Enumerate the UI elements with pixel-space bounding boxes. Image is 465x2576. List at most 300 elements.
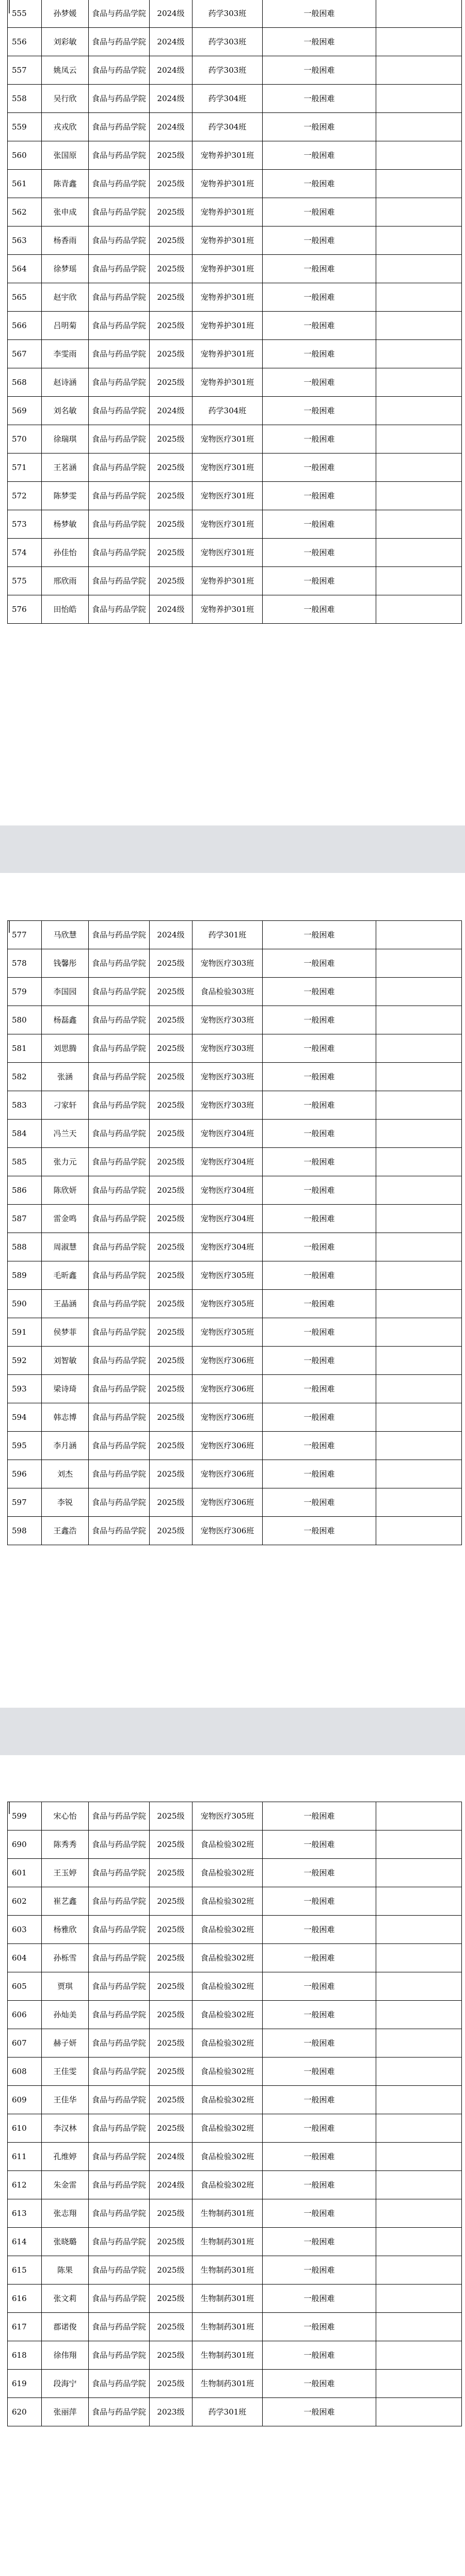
table-row <box>8 595 462 624</box>
table-row <box>8 1063 462 1091</box>
college-cell: 食品与药品学院 <box>89 85 150 113</box>
difficulty-level-cell: 一般困难 <box>263 2256 376 2285</box>
class-cell: 生物制药301班 <box>193 2285 263 2313</box>
class-cell: 宠物医疗306班 <box>193 1488 263 1517</box>
class-cell: 宠物养护301班 <box>193 170 263 198</box>
row-number-cell: 585 <box>8 1148 42 1176</box>
student-name-cell: 张涵 <box>42 1063 89 1091</box>
grade-cell: 2025级 <box>150 1233 193 1261</box>
grade-cell: 2025级 <box>150 2114 193 2143</box>
table-row <box>8 1091 462 1120</box>
difficulty-level-cell: 一般困难 <box>263 28 376 56</box>
difficulty-level-cell: 一般困难 <box>263 425 376 453</box>
student-name-cell: 雷金鸣 <box>42 1205 89 1233</box>
student-name-cell: 陈果 <box>42 2256 89 2285</box>
student-name-cell: 杨香雨 <box>42 226 89 255</box>
difficulty-level-cell: 一般困难 <box>263 198 376 226</box>
table-row <box>8 28 462 56</box>
row-number-cell: 569 <box>8 397 42 425</box>
college-cell: 食品与药品学院 <box>89 226 150 255</box>
grade-cell: 2025级 <box>150 1488 193 1517</box>
remarks-cell <box>376 1859 462 1887</box>
row-number-cell: 559 <box>8 113 42 141</box>
grade-cell: 2025级 <box>150 567 193 595</box>
difficulty-level-cell: 一般困难 <box>263 978 376 1006</box>
row-number-cell: 588 <box>8 1233 42 1261</box>
student-name-cell: 张力元 <box>42 1148 89 1176</box>
grade-cell: 2025级 <box>150 1120 193 1148</box>
class-cell: 宠物养护301班 <box>193 312 263 340</box>
class-cell: 宠物医疗305班 <box>193 1318 263 1347</box>
class-cell: 食品检验302班 <box>193 1972 263 2001</box>
row-number-cell: 579 <box>8 978 42 1006</box>
college-cell: 食品与药品学院 <box>89 1460 150 1488</box>
remarks-cell <box>376 1916 462 1944</box>
class-cell: 宠物医疗306班 <box>193 1403 263 1432</box>
table-row <box>8 1120 462 1148</box>
grade-cell: 2025级 <box>150 2256 193 2285</box>
remarks-cell <box>376 595 462 624</box>
remarks-cell <box>376 113 462 141</box>
table-row <box>8 453 462 482</box>
difficulty-level-cell: 一般困难 <box>263 1205 376 1233</box>
remarks-cell <box>376 28 462 56</box>
row-number-cell: 574 <box>8 539 42 567</box>
college-cell: 食品与药品学院 <box>89 1944 150 1972</box>
student-name-cell: 王茗涵 <box>42 453 89 482</box>
remarks-cell <box>376 1488 462 1517</box>
table-row <box>8 397 462 425</box>
remarks-cell <box>376 1403 462 1432</box>
class-cell: 宠物养护301班 <box>193 283 263 312</box>
grade-cell: 2025级 <box>150 1859 193 1887</box>
student-name-cell: 宋心怡 <box>42 1802 89 1830</box>
college-cell: 食品与药品学院 <box>89 482 150 510</box>
student-name-cell: 杨磊鑫 <box>42 1006 89 1034</box>
student-name-cell: 韩志博 <box>42 1403 89 1432</box>
class-cell: 食品检验302班 <box>193 1916 263 1944</box>
difficulty-level-cell: 一般困难 <box>263 170 376 198</box>
remarks-cell <box>376 1972 462 2001</box>
student-name-cell: 段海宁 <box>42 2370 89 2398</box>
class-cell: 宠物医疗301班 <box>193 510 263 539</box>
table-row <box>8 2313 462 2341</box>
class-cell: 药学304班 <box>193 397 263 425</box>
table-row <box>8 1830 462 1859</box>
difficulty-level-cell: 一般困难 <box>263 1034 376 1063</box>
college-cell: 食品与药品学院 <box>89 949 150 978</box>
grade-cell: 2024级 <box>150 397 193 425</box>
remarks-cell <box>376 1091 462 1120</box>
grade-cell: 2025级 <box>150 1460 193 1488</box>
remarks-cell <box>376 2057 462 2086</box>
college-cell: 食品与药品学院 <box>89 1375 150 1403</box>
grade-cell: 2025级 <box>150 368 193 397</box>
class-cell: 宠物医疗306班 <box>193 1517 263 1545</box>
college-cell: 食品与药品学院 <box>89 510 150 539</box>
college-cell: 食品与药品学院 <box>89 1091 150 1120</box>
row-number-cell: 618 <box>8 2341 42 2370</box>
remarks-cell <box>376 283 462 312</box>
class-cell: 宠物医疗303班 <box>193 1006 263 1034</box>
student-table-page-1 <box>7 0 462 624</box>
class-cell: 生物制药301班 <box>193 2370 263 2398</box>
college-cell: 食品与药品学院 <box>89 1063 150 1091</box>
row-number-cell: 556 <box>8 28 42 56</box>
class-cell: 宠物医疗303班 <box>193 1063 263 1091</box>
college-cell: 食品与药品学院 <box>89 2143 150 2171</box>
table-row <box>8 1205 462 1233</box>
class-cell: 宠物医疗303班 <box>193 1034 263 1063</box>
grade-cell: 2025级 <box>150 1205 193 1233</box>
grade-cell: 2025级 <box>150 226 193 255</box>
remarks-cell <box>376 255 462 283</box>
difficulty-level-cell: 一般困难 <box>263 2370 376 2398</box>
table-row <box>8 949 462 978</box>
remarks-cell <box>376 482 462 510</box>
student-name-cell: 侯梦菲 <box>42 1318 89 1347</box>
college-cell: 食品与药品学院 <box>89 1261 150 1290</box>
remarks-cell <box>376 425 462 453</box>
table-row <box>8 1347 462 1375</box>
student-name-cell: 朱金雷 <box>42 2171 89 2199</box>
student-name-cell: 王玉婷 <box>42 1859 89 1887</box>
grade-cell: 2025级 <box>150 1347 193 1375</box>
college-cell: 食品与药品学院 <box>89 2114 150 2143</box>
student-name-cell: 钱馨彤 <box>42 949 89 978</box>
class-cell: 药学301班 <box>193 921 263 949</box>
remarks-cell <box>376 1120 462 1148</box>
table-row <box>8 1006 462 1034</box>
college-cell: 食品与药品学院 <box>89 283 150 312</box>
difficulty-level-cell: 一般困难 <box>263 226 376 255</box>
row-number-cell: 613 <box>8 2199 42 2228</box>
difficulty-level-cell: 一般困难 <box>263 539 376 567</box>
student-table-page-2 <box>7 920 462 1545</box>
grade-cell: 2025级 <box>150 2370 193 2398</box>
class-cell: 宠物医疗304班 <box>193 1148 263 1176</box>
college-cell: 食品与药品学院 <box>89 397 150 425</box>
class-cell: 宠物医疗301班 <box>193 453 263 482</box>
table-row <box>8 1488 462 1517</box>
remarks-cell <box>376 1347 462 1375</box>
row-number-cell: 594 <box>8 1403 42 1432</box>
grade-cell: 2025级 <box>150 1403 193 1432</box>
class-cell: 宠物医疗305班 <box>193 1802 263 1830</box>
row-number-cell: 577 <box>8 921 42 949</box>
difficulty-level-cell: 一般困难 <box>263 1517 376 1545</box>
difficulty-level-cell: 一般困难 <box>263 368 376 397</box>
remarks-cell <box>376 949 462 978</box>
grade-cell: 2024级 <box>150 2171 193 2199</box>
row-number-cell: 565 <box>8 283 42 312</box>
row-number-cell: 583 <box>8 1091 42 1120</box>
class-cell: 宠物养护301班 <box>193 595 263 624</box>
row-number-cell: 603 <box>8 1916 42 1944</box>
student-name-cell: 李锐 <box>42 1488 89 1517</box>
class-cell: 食品检验302班 <box>193 2029 263 2057</box>
college-cell: 食品与药品学院 <box>89 2256 150 2285</box>
difficulty-level-cell: 一般困难 <box>263 85 376 113</box>
difficulty-level-cell: 一般困难 <box>263 141 376 170</box>
student-name-cell: 冯兰天 <box>42 1120 89 1148</box>
student-name-cell: 吴行欣 <box>42 85 89 113</box>
table-row <box>8 1148 462 1176</box>
table-row <box>8 141 462 170</box>
remarks-cell <box>376 1148 462 1176</box>
difficulty-level-cell: 一般困难 <box>263 595 376 624</box>
table-row <box>8 283 462 312</box>
row-number-cell: 595 <box>8 1432 42 1460</box>
difficulty-level-cell: 一般困难 <box>263 2086 376 2114</box>
table-row <box>8 1233 462 1261</box>
college-cell: 食品与药品学院 <box>89 1233 150 1261</box>
college-cell: 食品与药品学院 <box>89 1148 150 1176</box>
class-cell: 宠物养护301班 <box>193 141 263 170</box>
row-number-cell: 564 <box>8 255 42 283</box>
class-cell: 生物制药301班 <box>193 2199 263 2228</box>
class-cell: 宠物医疗301班 <box>193 425 263 453</box>
row-number-cell: 614 <box>8 2228 42 2256</box>
difficulty-level-cell: 一般困难 <box>263 2285 376 2313</box>
college-cell: 食品与药品学院 <box>89 595 150 624</box>
table-row <box>8 1517 462 1545</box>
grade-cell: 2025级 <box>150 1972 193 2001</box>
table-row <box>8 2398 462 2426</box>
row-number-cell: 568 <box>8 368 42 397</box>
class-cell: 生物制药301班 <box>193 2228 263 2256</box>
student-name-cell: 赵诗涵 <box>42 368 89 397</box>
class-cell: 食品检验302班 <box>193 1859 263 1887</box>
grade-cell: 2025级 <box>150 312 193 340</box>
class-cell: 宠物医疗306班 <box>193 1375 263 1403</box>
college-cell: 食品与药品学院 <box>89 2057 150 2086</box>
grade-cell: 2025级 <box>150 978 193 1006</box>
grade-cell: 2025级 <box>150 2086 193 2114</box>
grade-cell: 2025级 <box>150 1830 193 1859</box>
remarks-cell <box>376 539 462 567</box>
difficulty-level-cell: 一般困难 <box>263 2114 376 2143</box>
table-row <box>8 1944 462 1972</box>
student-name-cell: 戎戎欣 <box>42 113 89 141</box>
student-name-cell: 田怡皓 <box>42 595 89 624</box>
class-cell: 宠物医疗305班 <box>193 1290 263 1318</box>
table-row <box>8 1887 462 1916</box>
table-row <box>8 255 462 283</box>
row-number-cell: 606 <box>8 2001 42 2029</box>
student-name-cell: 杨梦敏 <box>42 510 89 539</box>
grade-cell: 2024级 <box>150 921 193 949</box>
college-cell: 食品与药品学院 <box>89 1859 150 1887</box>
class-cell: 宠物医疗305班 <box>193 1261 263 1290</box>
difficulty-level-cell: 一般困难 <box>263 1006 376 1034</box>
class-cell: 药学304班 <box>193 85 263 113</box>
remarks-cell <box>376 2114 462 2143</box>
college-cell: 食品与药品学院 <box>89 2398 150 2426</box>
table-row <box>8 2228 462 2256</box>
grade-cell: 2025级 <box>150 2313 193 2341</box>
table-row <box>8 1432 462 1460</box>
grade-cell: 2025级 <box>150 2029 193 2057</box>
student-name-cell: 邢欣雨 <box>42 567 89 595</box>
table-row <box>8 2057 462 2086</box>
class-cell: 食品检验302班 <box>193 2171 263 2199</box>
student-name-cell: 贾琪 <box>42 1972 89 2001</box>
student-name-cell: 崔艺鑫 <box>42 1887 89 1916</box>
document-page-3 <box>0 1755 465 2576</box>
grade-cell: 2025级 <box>150 482 193 510</box>
remarks-cell <box>376 1802 462 1830</box>
row-number-cell: 560 <box>8 141 42 170</box>
grade-cell: 2025级 <box>150 2057 193 2086</box>
grade-cell: 2025级 <box>150 949 193 978</box>
difficulty-level-cell: 一般困难 <box>263 2398 376 2426</box>
college-cell: 食品与药品学院 <box>89 198 150 226</box>
grade-cell: 2025级 <box>150 1290 193 1318</box>
grade-cell: 2025级 <box>150 425 193 453</box>
table-row <box>8 2029 462 2057</box>
remarks-cell <box>376 2285 462 2313</box>
difficulty-level-cell: 一般困难 <box>263 921 376 949</box>
student-name-cell: 李国园 <box>42 978 89 1006</box>
table-row <box>8 2171 462 2199</box>
table-row <box>8 978 462 1006</box>
grade-cell: 2025级 <box>150 1802 193 1830</box>
class-cell: 宠物医疗301班 <box>193 539 263 567</box>
row-number-cell: 570 <box>8 425 42 453</box>
table-row <box>8 198 462 226</box>
row-number-cell: 596 <box>8 1460 42 1488</box>
student-name-cell: 李汉林 <box>42 2114 89 2143</box>
college-cell: 食品与药品学院 <box>89 978 150 1006</box>
class-cell: 宠物医疗304班 <box>193 1176 263 1205</box>
class-cell: 宠物医疗303班 <box>193 949 263 978</box>
student-name-cell: 徐梦瑶 <box>42 255 89 283</box>
class-cell: 药学301班 <box>193 2398 263 2426</box>
class-cell: 药学304班 <box>193 113 263 141</box>
remarks-cell <box>376 340 462 368</box>
table-row <box>8 1176 462 1205</box>
grade-cell: 2025级 <box>150 1432 193 1460</box>
table-row <box>8 510 462 539</box>
row-number-cell: 586 <box>8 1176 42 1205</box>
table-row <box>8 1802 462 1830</box>
row-number-cell: 578 <box>8 949 42 978</box>
student-name-cell: 马欣慧 <box>42 921 89 949</box>
remarks-cell <box>376 2398 462 2426</box>
student-name-cell: 孔维婷 <box>42 2143 89 2171</box>
table-row <box>8 0 462 28</box>
difficulty-level-cell: 一般困难 <box>263 2001 376 2029</box>
row-number-cell: 562 <box>8 198 42 226</box>
row-number-cell: 605 <box>8 1972 42 2001</box>
grade-cell: 2024级 <box>150 56 193 85</box>
difficulty-level-cell: 一般困难 <box>263 1488 376 1517</box>
class-cell: 食品检验302班 <box>193 2143 263 2171</box>
college-cell: 食品与药品学院 <box>89 1830 150 1859</box>
college-cell: 食品与药品学院 <box>89 2171 150 2199</box>
difficulty-level-cell: 一般困难 <box>263 1347 376 1375</box>
student-name-cell: 郡诺俊 <box>42 2313 89 2341</box>
difficulty-level-cell: 一般困难 <box>263 2199 376 2228</box>
row-number-cell: 555 <box>8 0 42 28</box>
grade-cell: 2025级 <box>150 1916 193 1944</box>
student-name-cell: 周淑慧 <box>42 1233 89 1261</box>
difficulty-level-cell: 一般困难 <box>263 312 376 340</box>
table-row <box>8 921 462 949</box>
difficulty-level-cell: 一般困难 <box>263 1403 376 1432</box>
table-row <box>8 1859 462 1887</box>
row-number-cell: 576 <box>8 595 42 624</box>
student-name-cell: 陈青鑫 <box>42 170 89 198</box>
row-number-cell: 591 <box>8 1318 42 1347</box>
class-cell: 宠物养护301班 <box>193 198 263 226</box>
difficulty-level-cell: 一般困难 <box>263 1887 376 1916</box>
difficulty-level-cell: 一般困难 <box>263 567 376 595</box>
student-name-cell: 李月涵 <box>42 1432 89 1460</box>
row-number-cell: 575 <box>8 567 42 595</box>
difficulty-level-cell: 一般困难 <box>263 1233 376 1261</box>
difficulty-level-cell: 一般困难 <box>263 1091 376 1120</box>
student-name-cell: 梁诗琦 <box>42 1375 89 1403</box>
class-cell: 宠物养护301班 <box>193 340 263 368</box>
difficulty-level-cell: 一般困难 <box>263 1944 376 1972</box>
table-row <box>8 2256 462 2285</box>
remarks-cell <box>376 1432 462 1460</box>
document-page-1 <box>0 0 465 825</box>
page-gap-2 <box>0 1708 465 1755</box>
college-cell: 食品与药品学院 <box>89 1403 150 1432</box>
table-row <box>8 1034 462 1063</box>
remarks-cell <box>376 2143 462 2171</box>
student-name-cell: 张文莉 <box>42 2285 89 2313</box>
difficulty-level-cell: 一般困难 <box>263 1063 376 1091</box>
college-cell: 食品与药品学院 <box>89 141 150 170</box>
difficulty-level-cell: 一般困难 <box>263 0 376 28</box>
difficulty-level-cell: 一般困难 <box>263 2313 376 2341</box>
difficulty-level-cell: 一般困难 <box>263 1375 376 1403</box>
student-name-cell: 赫子妍 <box>42 2029 89 2057</box>
student-name-cell: 张国原 <box>42 141 89 170</box>
student-name-cell: 刘思腾 <box>42 1034 89 1063</box>
remarks-cell <box>376 198 462 226</box>
grade-cell: 2024级 <box>150 595 193 624</box>
remarks-cell <box>376 2370 462 2398</box>
table-row <box>8 567 462 595</box>
row-number-cell: 604 <box>8 1944 42 1972</box>
remarks-cell <box>376 2001 462 2029</box>
class-cell: 食品检验302班 <box>193 2114 263 2143</box>
difficulty-level-cell: 一般困难 <box>263 1859 376 1887</box>
difficulty-level-cell: 一般困难 <box>263 1972 376 2001</box>
college-cell: 食品与药品学院 <box>89 1517 150 1545</box>
student-name-cell: 孙栎雪 <box>42 1944 89 1972</box>
row-number-cell: 615 <box>8 2256 42 2285</box>
class-cell: 生物制药301班 <box>193 2341 263 2370</box>
table-row <box>8 425 462 453</box>
college-cell: 食品与药品学院 <box>89 2001 150 2029</box>
college-cell: 食品与药品学院 <box>89 539 150 567</box>
row-number-cell: 580 <box>8 1006 42 1034</box>
grade-cell: 2024级 <box>150 0 193 28</box>
grade-cell: 2025级 <box>150 1148 193 1176</box>
grade-cell: 2025级 <box>150 453 193 482</box>
difficulty-level-cell: 一般困难 <box>263 1432 376 1460</box>
grade-cell: 2025级 <box>150 1261 193 1290</box>
row-number-cell: 567 <box>8 340 42 368</box>
student-name-cell: 陈秀秀 <box>42 1830 89 1859</box>
difficulty-level-cell: 一般困难 <box>263 113 376 141</box>
